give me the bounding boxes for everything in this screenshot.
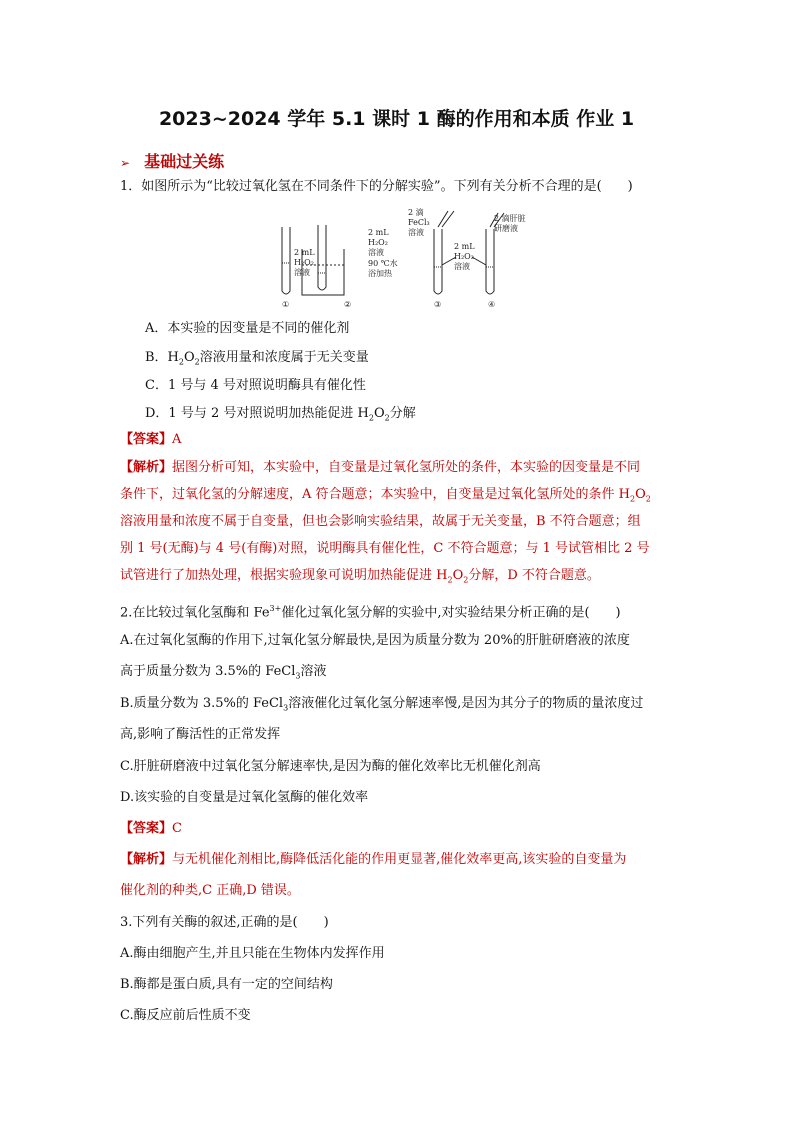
q2-stem: 2.在比较过氧化氢酶和 $Fe^{3+}$催化过氧化氢分解的实验中,对实验结果分析正确的是( ): [120, 604, 621, 621]
tube-number-3: ③: [434, 300, 442, 309]
tube1-label-3: 溶液: [294, 268, 310, 277]
tube-number-2: ②: [344, 300, 352, 309]
section-heading: [120, 149, 224, 172]
tube3-mid-3: 溶液: [454, 262, 470, 271]
q3-option-c: C.酶反应前后性质不变: [120, 1008, 251, 1023]
q1-option-d: D．1 号与 2 号对照说明加热能促进 $H_2O_2$分解: [145, 406, 416, 423]
q1-analysis-line-1: 【解析】据图分析可知，本实验中，自变量是过氧化氢所处的条件，本实验的因变量是不同: [120, 460, 641, 475]
q1-option-a: A．本实验的因变量是不同的催化剂: [145, 321, 350, 336]
q3-stem: 3.下列有关酶的叙述,正确的是( ): [120, 915, 329, 930]
test-tube-3: [434, 229, 442, 294]
tube4-top-2: 研磨液: [494, 224, 518, 233]
tube2-label-5: 浴加热: [368, 269, 392, 278]
q3-option-b: B.酶都是蛋白质,具有一定的空间结构: [120, 977, 333, 992]
q2-analysis-line-2: 催化剂的种类,C 正确,D 错误。: [120, 883, 300, 898]
tube3-mid-2: H₂O₂: [454, 252, 474, 261]
tube2-label-4: 90 ℃水: [368, 259, 398, 268]
tube3-mid-1: 2 mL: [454, 242, 475, 251]
q1-analysis-line-3: 溶液用量和浓度不属于自变量，但也会影响实验结果，故属于无关变量，B 不符合题意；组: [120, 514, 641, 529]
experiment-figure: [272, 207, 526, 313]
q2-option-a-line-1: A.在过氧化氢酶的作用下,过氧化氢分解最快,是因为质量分数为 20%的肝脏研磨液的浓度: [120, 633, 630, 648]
tube3-top-2: FeCl₃: [408, 218, 430, 227]
q1-option-c: C．1 号与 4 号对照说明酶具有催化性: [145, 378, 366, 393]
q2-option-a-line-2: 高于质量分数为 3.5%的 FeCl$_3$溶液: [120, 664, 327, 681]
dropper-3: [438, 211, 448, 227]
test-tube-1: [282, 227, 290, 294]
q2-option-d: D.该实验的自变量是过氧化氢酶的催化效率: [120, 790, 369, 805]
tube-number-4: ④: [488, 300, 496, 309]
q3-option-a: A.酶由细胞产生,并且只能在生物体内发挥作用: [120, 946, 385, 961]
q2-analysis-line-1: 【解析】与无机催化剂相比,酶降低活化能的作用更显著,催化效率更高,该实验的自变量为: [120, 852, 627, 867]
tube1-label-2: H₂O₂: [294, 258, 314, 267]
q1-stem: 1．如图所示为“比较过氧化氢在不同条件下的分解实验”。下列有关分析不合理的是( ): [120, 179, 633, 194]
q1-option-b: B．$H_2O_2$溶液用量和浓度属于无关变量: [145, 350, 369, 367]
q1-answer: 【答案】A: [120, 432, 182, 447]
tube3-top-3: 溶液: [408, 228, 424, 237]
q1-analysis-line-5: 试管进行了加热处理，根据实验现象可说明加热能促进 $H_2O_2$分解，D 不符合题意。: [120, 568, 600, 585]
tube4-top-1: 2 滴肝脏: [494, 214, 526, 223]
q1-analysis-line-4: 别 1 号(无酶)与 4 号(有酶)对照，说明酶具有催化性，C 不符合题意；与 1 号试管相比 2 号: [120, 541, 650, 556]
test-tube-4: [486, 229, 494, 294]
tube2-label-1: 2 mL: [368, 228, 389, 237]
test-tube-2: [318, 225, 326, 290]
q1-analysis-line-2: 条件下，过氧化氢的分解速度，A 符合题意；本实验中，自变量是过氧化氢所处的条件 $H_2O_2$: [120, 487, 651, 504]
tube1-label-1: 2 mL: [294, 248, 315, 257]
arrow-bullet-icon: ➢: [120, 156, 131, 170]
page-title: 2023~2024 学年 5.1 课时 1 酶的作用和本质 作业 1: [158, 108, 635, 130]
q2-answer: 【答案】C: [120, 821, 182, 836]
q2-option-c: C.肝脏研磨液中过氧化氢分解速率快,是因为酶的催化效率比无机催化剂高: [120, 759, 541, 774]
tube2-label-3: 溶液: [368, 248, 384, 257]
tube3-top-1: 2 滴: [408, 208, 424, 217]
tube2-label-2: H₂O₂: [368, 238, 388, 247]
section-label: 基础过关练: [144, 152, 225, 171]
tube-number-1: ①: [282, 300, 290, 309]
q2-option-b-line-2: 高,影响了酶活性的正常发挥: [120, 727, 281, 742]
q2-option-b-line-1: B.质量分数为 3.5%的 FeCl$_3$溶液催化过氧化氢分解速率慢,是因为其分子的物质的量浓度过: [120, 696, 644, 713]
